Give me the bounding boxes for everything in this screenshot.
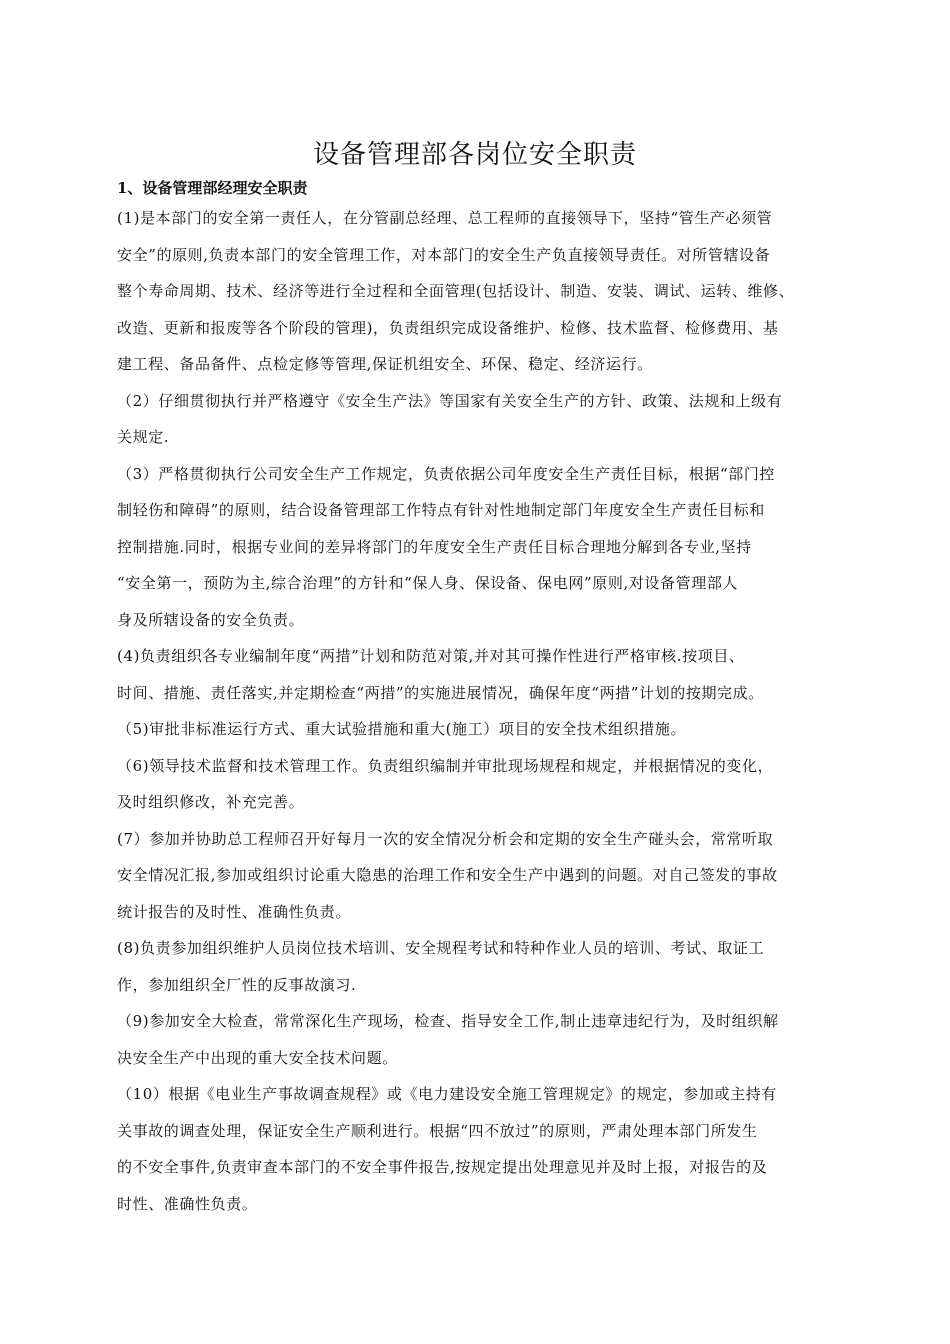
paragraph-item-5 (117, 711, 842, 748)
paragraph-line: （2）仔细贯彻执行并严格遵守《安全生产法》等国家有关安全生产的方针、政策、法规和上级有 (117, 391, 783, 410)
paragraph-line: 时间、措施、责任落实,并定期检查“两措”的实施进展情况，确保年度“两措”计划的按期完成。 (117, 683, 764, 702)
paragraph-line: 的不安全事件,负责审查本部门的不安全事件报告,按规定提出处理意见并及时上报，对报告的及 (117, 1158, 768, 1176)
paragraph-item-1 (117, 200, 842, 383)
paragraph-line: 建工程、备品备件、点检定修等管理,保证机组安全、环保、稳定、经济运行。 (117, 355, 653, 373)
paragraph-line: 关规定. (117, 428, 170, 446)
paragraph-line: 改造、更新和报废等各个阶段的管理)，负责组织完成设备维护、检修、技术监督、检修费用、基 (117, 318, 779, 337)
paragraph-line: （6)领导技术监督和技术管理工作。负责组织编制并审批现场规程和规定，并根据情况的变化， (117, 756, 774, 775)
paragraph-item-10 (117, 1076, 842, 1222)
paragraph-item-3 (117, 456, 842, 639)
paragraph-line: 时性、准确性负责。 (117, 1194, 258, 1213)
paragraph-item-9 (117, 1003, 842, 1076)
paragraph-line: 安全”的原则,负责本部门的安全管理工作，对本部门的安全生产负直接领导责任。对所管辖设备 (117, 245, 771, 264)
paragraph-line: 整个寿命周期、技术、经济等进行全过程和全面管理(包括设计、制造、安装、调试、运转、维修、 (117, 282, 795, 300)
paragraph-line: （5)审批非标准运行方式、重大试验措施和重大(施工）项目的安全技术组织措施。 (117, 720, 687, 738)
paragraph-line: (4)负责组织各专业编制年度“两措”计划和防范对策,并对其可操作性进行严格审核.按项目、 (117, 647, 745, 665)
paragraph-line: 作，参加组织全厂性的反事故演习. (117, 975, 357, 994)
paragraph-item-2 (117, 383, 842, 456)
paragraph-line: 及时组织修改，补充完善。 (117, 793, 305, 811)
paragraph-line: 控制措施.同时，根据专业间的差异将部门的年度安全生产责任目标合理地分解到各专业,坚持 (117, 537, 752, 556)
paragraph-line: (7）参加并协助总工程师召开好每月一次的安全情况分析会和定期的安全生产碰头会，常常听取 (117, 829, 774, 848)
paragraph-line: “安全第一，预防为主,综合治理”的方针和“保人身、保设备、保电网”原则,对设备管理部人 (117, 574, 739, 592)
paragraph-item-7 (117, 821, 842, 931)
paragraph-line: 关事故的调查处理，保证安全生产顺利进行。根据“四不放过”的原则，严肃处理本部门所发生 (117, 1121, 758, 1140)
paragraph-line: 身及所辖设备的安全负责。 (117, 610, 305, 629)
paragraph-line: (1)是本部门的安全第一责任人，在分管副总经理、总工程师的直接领导下，坚持“管生产必须管 (117, 209, 773, 227)
paragraph-line: （10）根据《电业生产事故调查规程》或《电力建设安全施工管理规定》的规定，参加或主持有 (117, 1085, 777, 1103)
paragraph-line: （3）严格贯彻执行公司安全生产工作规定，负责依据公司年度安全生产责任目标，根据“部门控 (117, 464, 776, 483)
body-text (117, 200, 842, 1222)
paragraph-line: (8)负责参加组织维护人员岗位技术培训、安全规程考试和特种作业人员的培训、考试、取证工 (117, 939, 765, 957)
paragraph-item-6 (117, 748, 842, 821)
document-title: 设备管理部各岗位安全职责 (312, 140, 637, 170)
paragraph-line: （9)参加安全大检查，常常深化生产现场，检查、指导安全工作,制止违章违纪行为，及时组织解 (117, 1012, 779, 1030)
paragraph-line: 统计报告的及时性、准确性负责。 (117, 902, 352, 921)
paragraph-line: 制轻伤和障碍”的原则，结合设备管理部工作特点有针对性地制定部门年度安全生产责任目标和 (117, 501, 765, 519)
paragraph-line: 决安全生产中出现的重大安全技术问题。 (117, 1048, 398, 1067)
paragraph-line: 安全情况汇报,参加或组织讨论重大隐患的治理工作和安全生产中遇到的问题。对自己签发的事故 (117, 866, 778, 884)
paragraph-item-4 (117, 638, 842, 711)
paragraph-item-8 (117, 930, 842, 1003)
section-heading: 1、设备管理部经理安全职责 (117, 179, 308, 197)
